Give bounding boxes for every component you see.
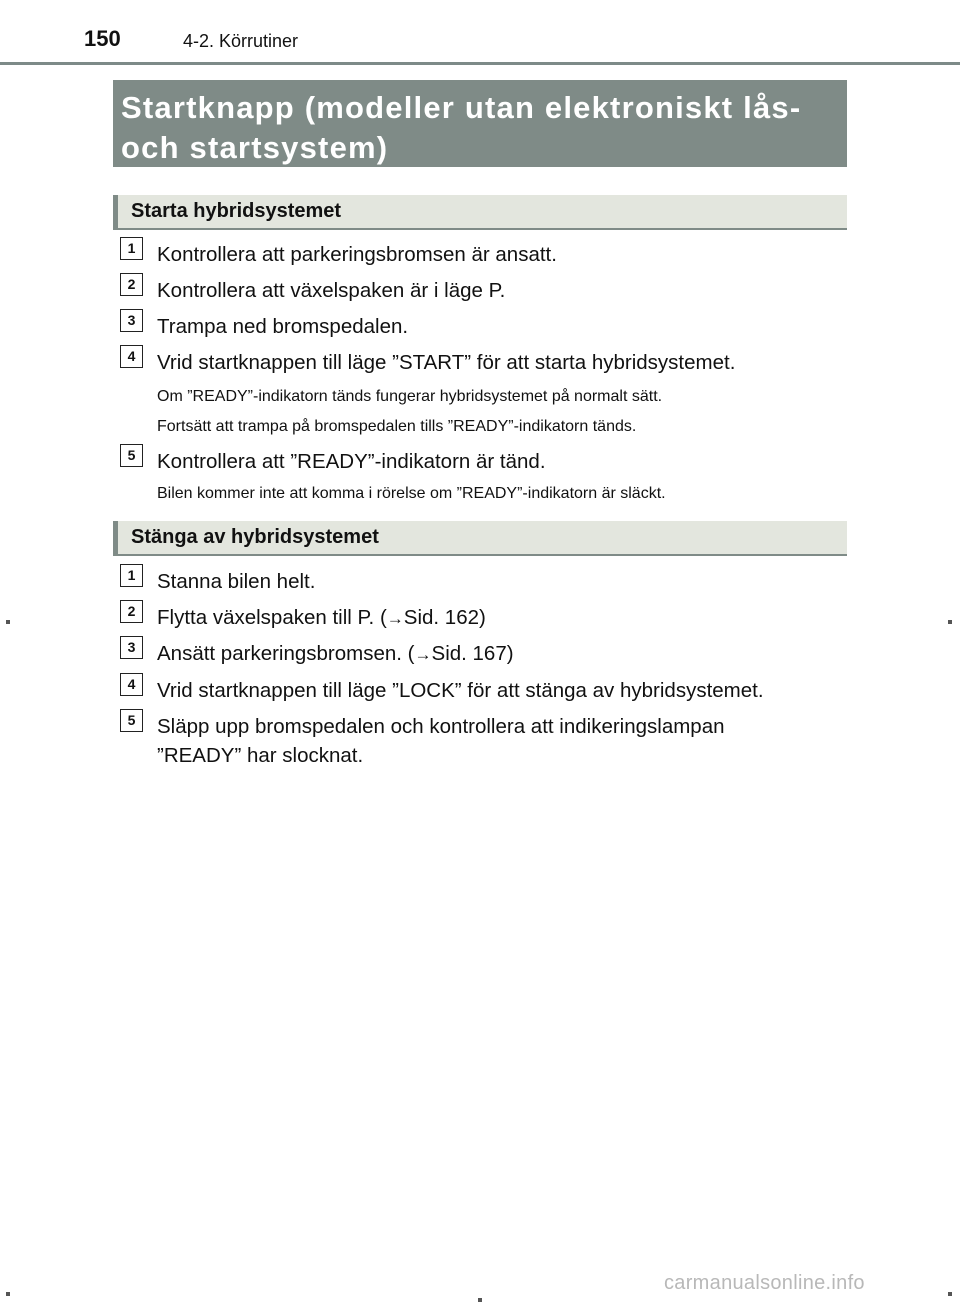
- header-rule: [0, 62, 960, 65]
- step-text: Vrid startknappen till läge ”START” för att starta hybridsystemet.: [157, 351, 736, 374]
- step-text: Trampa ned bromspedalen.: [157, 315, 409, 338]
- subheading-start-label: Starta hybridsystemet: [131, 200, 342, 222]
- page-reference: Sid. 162): [403, 606, 486, 629]
- step-number-badge: 3: [120, 636, 143, 659]
- crop-mark: [6, 1292, 10, 1296]
- subheading-start: [113, 195, 847, 230]
- page-reference: Sid. 167): [431, 642, 514, 665]
- step-text: [157, 712, 840, 770]
- subheading-stop-label: Stänga av hybridsystemet: [131, 526, 379, 548]
- step-number-badge: 4: [120, 345, 143, 368]
- step-number-badge: 2: [120, 600, 143, 623]
- step-text: [157, 639, 840, 669]
- step-text-before: Flytta växelspaken till P. (: [157, 606, 387, 629]
- step-number-badge: 2: [120, 273, 143, 296]
- step-number-badge: 5: [120, 709, 143, 732]
- step-text-line-1: Släpp upp bromspedalen och kontrollera att indikeringslampan: [157, 715, 725, 738]
- step-text: Kontrollera att parkeringsbromsen är ansatt.: [157, 243, 557, 266]
- watermark: carmanualsonline.info: [664, 1272, 865, 1294]
- step-text: [157, 603, 840, 633]
- step-text: Vrid startknappen till läge ”LOCK” för att stänga av hybridsystemet.: [157, 679, 764, 702]
- step-text-before: Ansätt parkeringsbromsen. (: [157, 642, 415, 665]
- crop-mark: [478, 1298, 482, 1302]
- page-number: 150: [84, 26, 121, 51]
- step-note: Fortsätt att trampa på bromspedalen tills ”READY”-indikatorn tänds.: [157, 418, 637, 435]
- step-number-badge: 5: [120, 444, 143, 467]
- step-text: Stanna bilen helt.: [157, 570, 316, 593]
- step-number-badge: 1: [120, 237, 143, 260]
- step-text-line-2: ”READY” har slocknat.: [157, 744, 364, 767]
- step-number-badge: 3: [120, 309, 143, 332]
- title-line-1: Startknapp (modeller utan elektroniskt lås-: [121, 90, 802, 125]
- step-note: Om ”READY”-indikatorn tänds fungerar hybridsystemet på normalt sätt.: [157, 388, 663, 405]
- arrow-right-icon: →: [414, 645, 432, 664]
- step-note: Bilen kommer inte att komma i rörelse om ”READY”-indikatorn är släckt.: [157, 485, 666, 502]
- title-line-2: och startsystem): [121, 130, 389, 165]
- step-text: Kontrollera att ”READY”-indikatorn är tänd.: [157, 450, 546, 473]
- step-text: Kontrollera att växelspaken är i läge P.: [157, 279, 506, 302]
- arrow-right-icon: →: [386, 609, 404, 628]
- section-label: 4-2. Körrutiner: [183, 31, 299, 51]
- page-title: [113, 80, 847, 167]
- crop-mark: [948, 620, 952, 624]
- subheading-stop: [113, 521, 847, 556]
- step-number-badge: 1: [120, 564, 143, 587]
- step-number-badge: 4: [120, 673, 143, 696]
- page-header: [0, 0, 960, 66]
- crop-mark: [948, 1292, 952, 1296]
- crop-mark: [6, 620, 10, 624]
